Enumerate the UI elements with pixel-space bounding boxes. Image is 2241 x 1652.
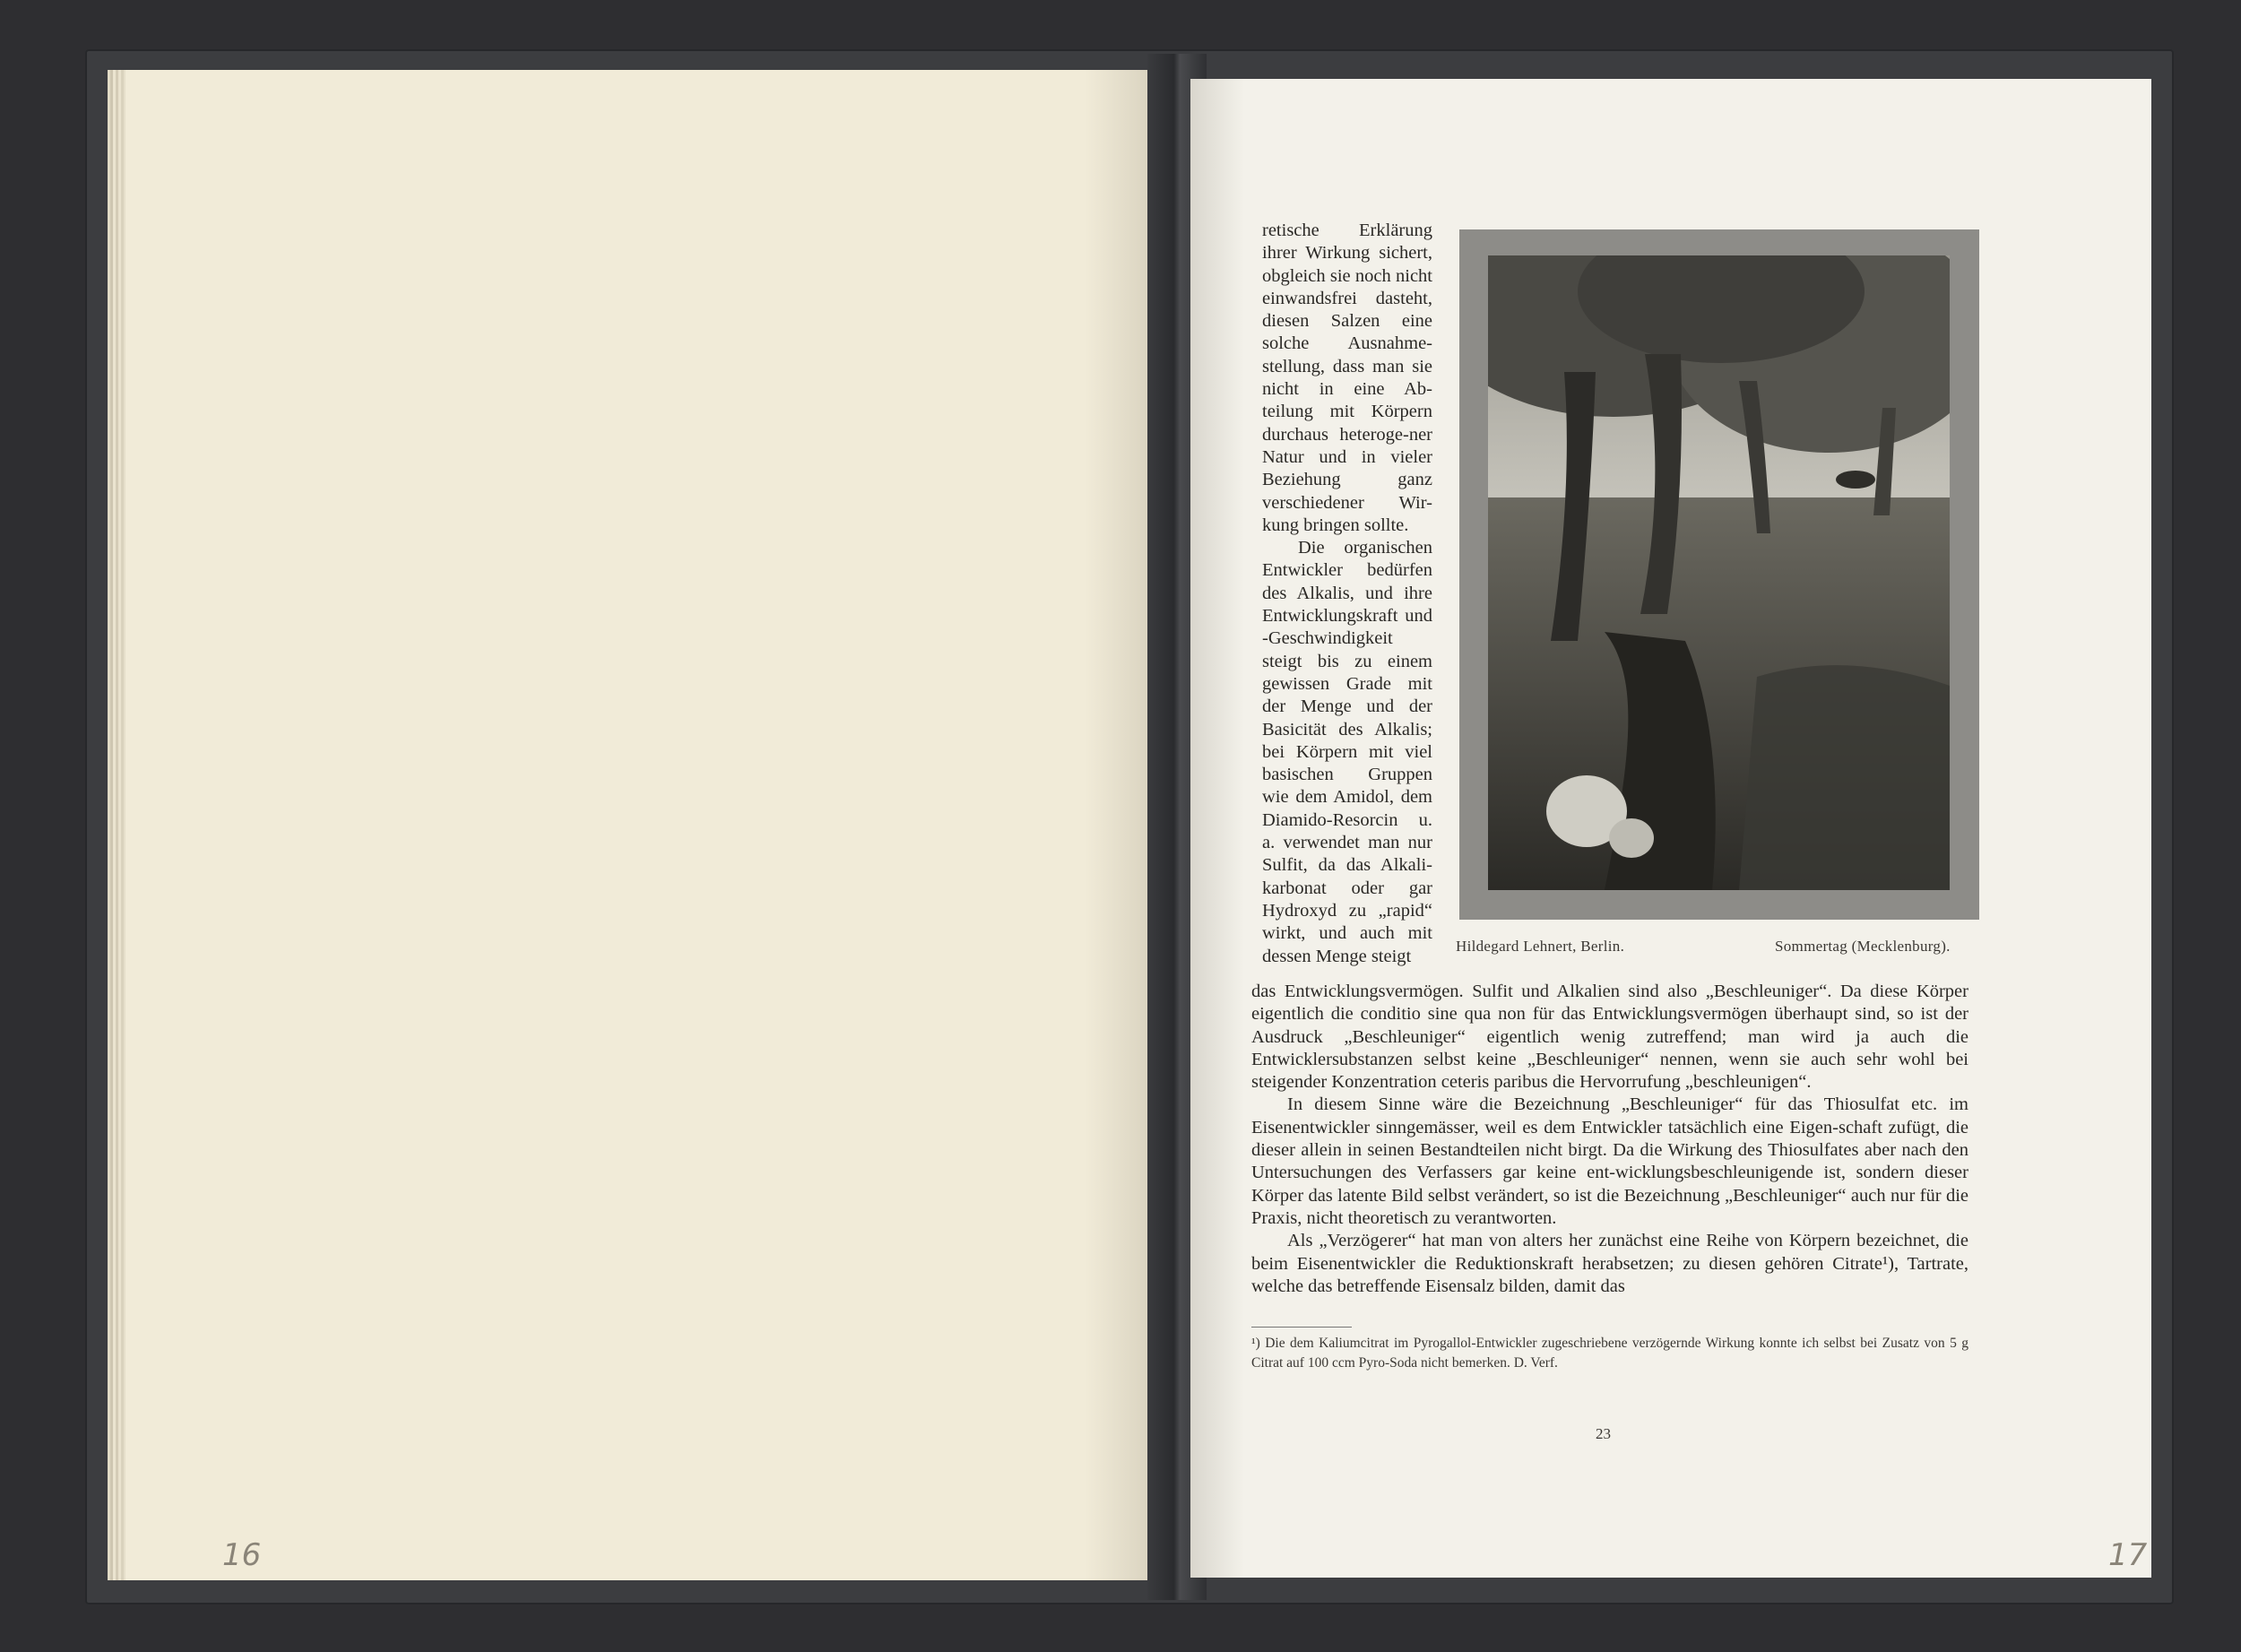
photo-caption-author: Hildegard Lehnert, Berlin. [1456,938,1625,955]
landscape-image [1488,255,1950,890]
paragraph: retische Erklärung ihrer Wirkung sichert, obgleich sie noch nicht einwandsfrei dasteht, diesen Salzen eine solche Ausnahme-stellung, dass man sie nicht in eine Ab-teilung mit Körpern durchaus heteroge-ner Natur und in vieler Beziehung ganz verschiedener Wir-kung bringen sollte. [1262,221,1432,535]
paragraph: Als „Verzögerer“ hat man von alters her zunächst eine Reihe von Körpern bezeichnet, die beim Eisenentwickler die Reduktionskraft herabsetzen; zu diesen gehören Citrate¹), Tartrate, welche das betreffende Eisensalz bilden, damit das [1251,1231,1968,1296]
footnote-rule [1251,1327,1352,1328]
paragraph: In diesem Sinne wäre die Bezeichnung „Beschleuniger“ für das Thiosulfat etc. im Eisenentwickler sinngemässer, weil es dem Entwickler tatsächlich eine Eigen-schaft zufügt, die dieser allein in seinen Bestandteilen nicht birgt. Da die Wirkung des Thiosulfates aber nach den Untersuchungen des Verfassers gar keine ent-wicklungsbeschleunigende ist, sondern dieser Körper das latente Bild selbst verändert, so ist die Bezeichnung „Beschleuniger“ auch nur für die Praxis, nicht theoretisch zu verantworten. [1251,1094,1968,1228]
printed-page-number: 23 [1596,1425,1611,1442]
right-pencil-page-number: 17 [2108,1537,2148,1573]
photo-caption-title: Sommertag (Mecklenburg). [1775,938,1951,955]
narrow-text-column [1262,220,1432,968]
photograph-summer-day [1488,255,1950,890]
wide-text-block [1251,981,1968,1298]
footnote: ¹) Die dem Kaliumcitrat im Pyrogallol-Entwickler zugeschriebene verzögernde Wirkung konnte ich selbst bei Zusatz von 5 g Citrat auf 100 ccm Pyro-Soda nicht bemerken. D. Verf. [1251,1336,1968,1371]
paragraph: Die organischen Entwickler bedürfen des Alkalis, und ihre Entwicklungskraft und -Geschwindigkeit steigt bis zu einem gewissen Grade mit der Menge und der Basicität des Alkalis; bei Körpern mit viel basischen Gruppen wie dem Amidol, dem Diamido-Resorcin u. a. verwendet man nur Sulfit, da das Alkali-karbonat oder gar Hydroxyd zu „rapid“ wirkt, und auch mit dessen Menge steigt [1262,538,1432,966]
left-page [125,70,1147,1580]
left-pencil-page-number: 16 [222,1537,262,1573]
paragraph: das Entwicklungsvermögen. Sulfit und Alkalien sind also „Beschleuniger“. Da diese Körper eigentlich die conditio sine qua non für das Entwicklungsvermögen überhaupt sind, so ist der Ausdruck „Beschleuniger“ eigentlich wenig zutreffend; man wird ja auch die Entwicklersubstanzen selbst keine „Beschleuniger“ nennen, wenn sie auch sehr wohl bei steigender Konzentration ceteris paribus die Hervorrufung „beschleunigen“. [1251,982,1968,1093]
